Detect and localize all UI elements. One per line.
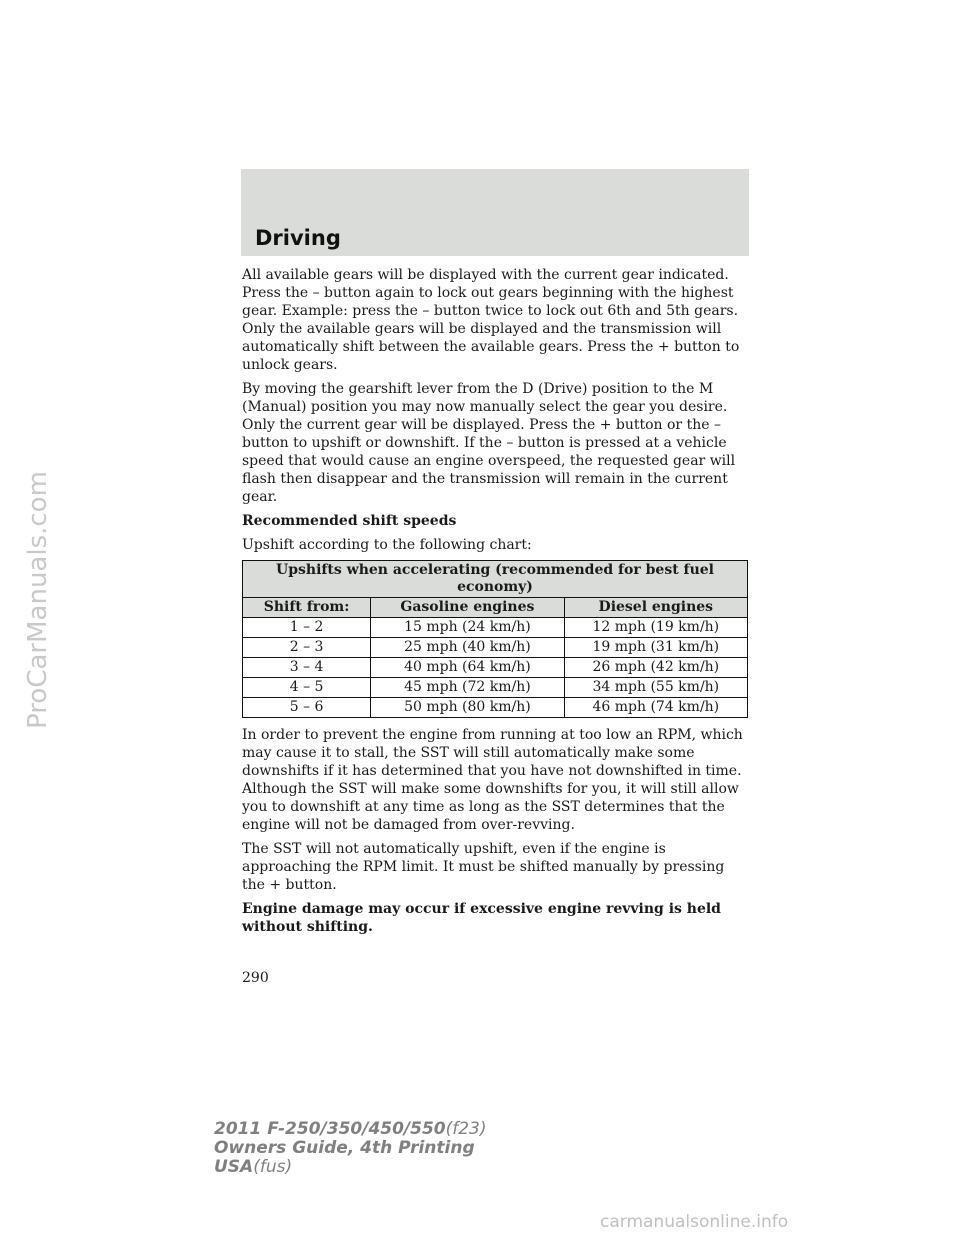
table-cell: 50 mph (80 km/h) <box>371 698 564 718</box>
table-cell: 3 – 4 <box>243 658 371 678</box>
footer-line-1 <box>214 1120 487 1139</box>
paragraph-manual-mode: By moving the gearshift lever from the D (Drive) position to the M (Manual) position you may now manually select the gear you desire. Only the current gear will be displayed. Press the + button or the – button to upshift or downshift. If the – button is pressed at a vehicle speed that would cause an engine overspeed, the requested gear will flash then disappear and the transmission will remain in the current gear. <box>242 381 736 505</box>
table-cell: 46 mph (74 km/h) <box>564 698 747 718</box>
footer-region: USA <box>214 1157 254 1177</box>
table-cell: 1 – 2 <box>243 618 371 638</box>
table-cell: 40 mph (64 km/h) <box>371 658 564 678</box>
side-watermark <box>8 250 68 950</box>
side-watermark-text: ProCarManuals.com <box>23 471 53 729</box>
section-header <box>241 169 749 256</box>
column-header-shift-from: Shift from: <box>243 598 371 618</box>
table-cell: 45 mph (72 km/h) <box>371 678 564 698</box>
page-content <box>242 266 750 942</box>
table-cell: 25 mph (40 km/h) <box>371 638 564 658</box>
paragraph-chart-intro: Upshift according to the following chart: <box>242 537 532 553</box>
table-row <box>243 658 748 678</box>
paragraph-auto-downshift: In order to prevent the engine from running at too low an RPM, which may cause it to stall, the SST will still automatically make some downshifts if it has determined that you have not downshifted in time. Although the SST will make some downshifts for you, it will still allow you to downshift at any time as long as the SST determines that the engine will not be damaged from over-revving. <box>242 727 743 833</box>
column-header-gasoline: Gasoline engines <box>371 598 564 618</box>
table-caption: Upshifts when accelerating (recommended for best fuel economy) <box>243 561 748 598</box>
footer-line-3 <box>214 1158 487 1177</box>
table-row <box>243 678 748 698</box>
footer-region-code: (fus) <box>253 1157 293 1177</box>
heading-shift-speeds: Recommended shift speeds <box>242 513 457 529</box>
table-cell: 5 – 6 <box>243 698 371 718</box>
footer-line-2: Owners Guide, 4th Printing <box>214 1138 475 1158</box>
table-cell: 12 mph (19 km/h) <box>564 618 747 638</box>
bottom-watermark: carmanualsonline.info <box>600 1212 789 1232</box>
section-title: Driving <box>255 226 341 250</box>
table-row <box>243 638 748 658</box>
table-cell: 26 mph (42 km/h) <box>564 658 747 678</box>
paragraph-no-auto-upshift: The SST will not automatically upshift, even if the engine is approaching the RPM limit. It must be shifted manually by pressing the + button. <box>242 841 725 893</box>
table-cell: 34 mph (55 km/h) <box>564 678 747 698</box>
footer-model: 2011 F-250/350/450/550 <box>214 1119 446 1139</box>
table-cell: 15 mph (24 km/h) <box>371 618 564 638</box>
footer-model-code: (f23) <box>445 1119 487 1139</box>
table-row <box>243 618 748 638</box>
table-cell: 4 – 5 <box>243 678 371 698</box>
column-header-diesel: Diesel engines <box>564 598 747 618</box>
table-cell: 19 mph (31 km/h) <box>564 638 747 658</box>
paragraph-gear-display: All available gears will be displayed with the current gear indicated. Press the – button again to lock out gears beginning with the highest gear. Example: press the – button twice to lock out 6th and 5th gears. Only the available gears will be displayed and the transmission will automatically shift between the available gears. Press the + button to unlock gears. <box>242 267 740 373</box>
warning-engine-damage: Engine damage may occur if excessive engine revving is held without shifting. <box>242 901 721 935</box>
footer <box>214 1120 487 1177</box>
table-cell: 2 – 3 <box>243 638 371 658</box>
table-row <box>243 698 748 718</box>
shift-speed-table <box>242 560 748 718</box>
page-number: 290 <box>242 970 269 986</box>
